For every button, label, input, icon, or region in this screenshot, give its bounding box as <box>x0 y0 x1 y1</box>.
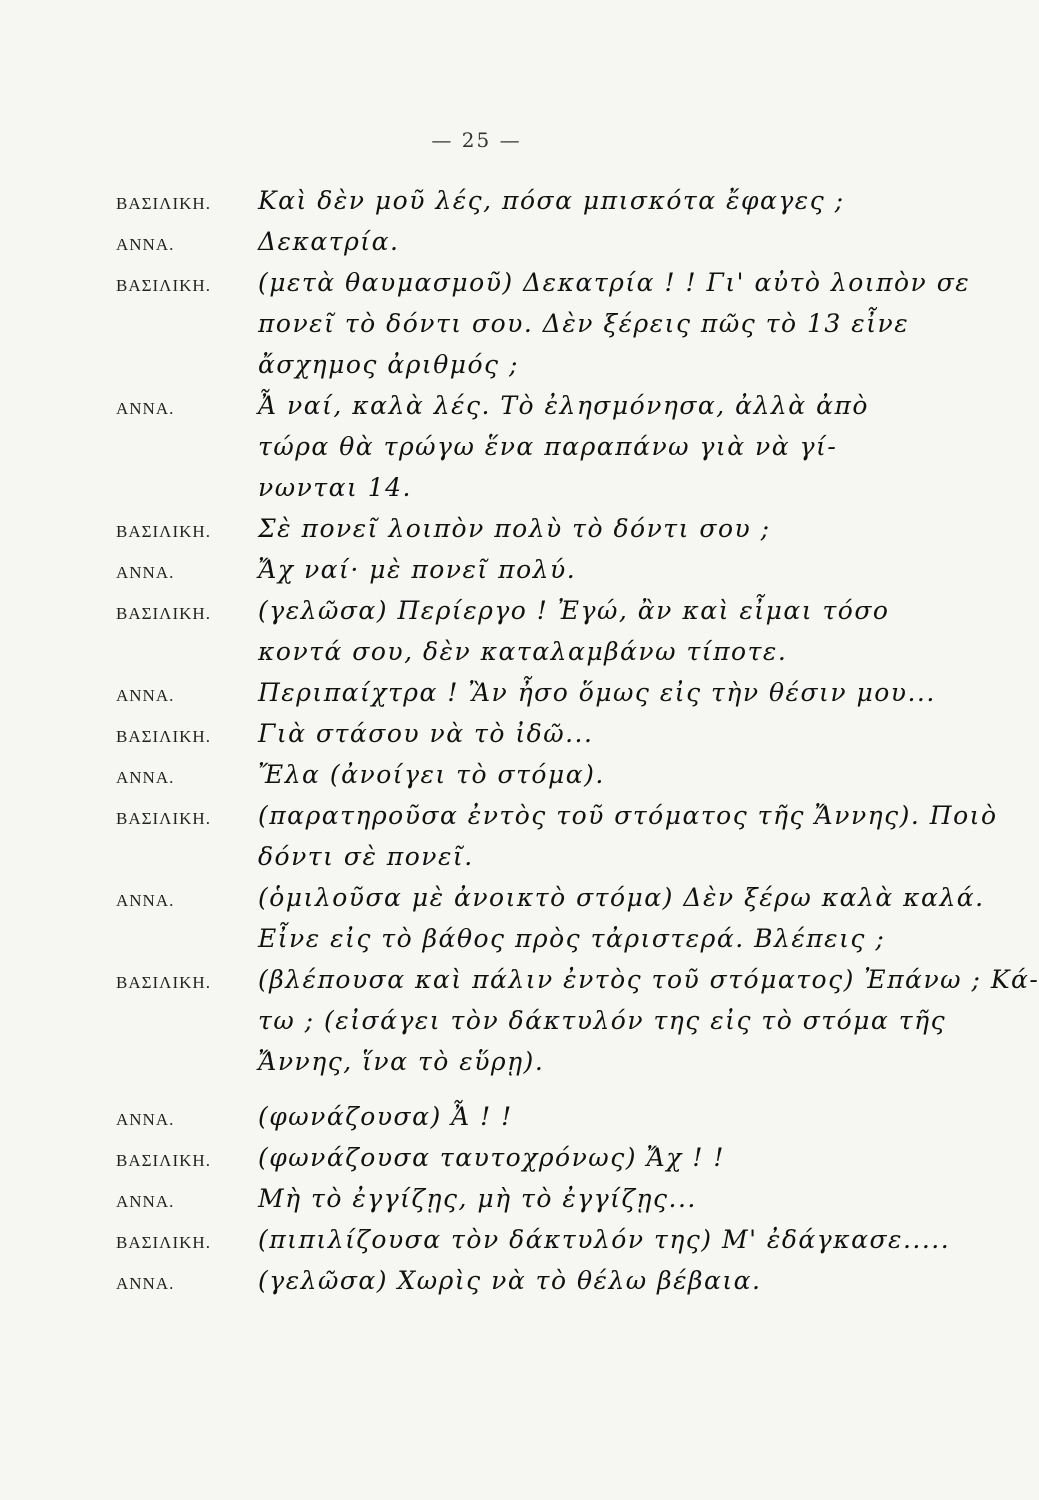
dialogue-line <box>116 467 906 508</box>
dialogue-line <box>116 959 1039 1000</box>
line-text: Δεκατρία. <box>258 227 400 256</box>
dialogue-line <box>116 1178 906 1219</box>
speaker-label: ΑΝΝΑ. <box>116 1274 175 1293</box>
line-text: πονεῖ τὸ δόντι σου. Δὲν ξέρεις πῶς τὸ 13 εἶνε <box>258 309 910 338</box>
line-text: τω ; (εἰσάγει τὸν δάκτυλόν της εἰς τὸ στόμα τῆς <box>258 1006 947 1035</box>
line-text: (ὁμιλοῦσα μὲ ἀνοικτὸ στόμα) Δὲν ξέρω καλὰ καλά. <box>258 883 985 912</box>
dialogue-line <box>116 1000 947 1041</box>
line-text: Καὶ δὲν μοῦ λές, πόσα μπισκότα ἔφαγες ; <box>258 186 845 215</box>
speaker-label: ΒΑΣΙΛΙΚΗ. <box>116 973 211 992</box>
speaker-label: ΑΝΝΑ. <box>116 563 175 582</box>
line-text: Σὲ πονεῖ λοιπὸν πολὺ τὸ δόντι σου ; <box>258 514 771 543</box>
speaker-label: ΑΝΝΑ. <box>116 768 175 787</box>
line-text: (παρατηροῦσα ἐντὸς τοῦ στόματος τῆς Ἄννης). Ποιὸ <box>258 801 998 830</box>
speaker-label: ΒΑΣΙΛΙΚΗ. <box>116 194 211 213</box>
dialogue-line <box>116 549 906 590</box>
line-text: (βλέπουσα καὶ πάλιν ἐντὸς τοῦ στόματος) Ἐπάνω ; Κά- <box>258 965 1039 994</box>
line-text: κοντά σου, δὲν καταλαμβάνω τίποτε. <box>258 637 788 666</box>
line-text: (φωνάζουσα) Ἆ ! ! <box>258 1102 513 1131</box>
dialogue-line <box>116 180 906 221</box>
dialogue-line <box>116 836 906 877</box>
speaker-label: ΒΑΣΙΛΙΚΗ. <box>116 522 211 541</box>
dialogue-line <box>116 1041 906 1082</box>
speaker-label: ΑΝΝΑ. <box>116 1192 175 1211</box>
line-text: Γιὰ στάσου νὰ τὸ ἰδῶ... <box>258 719 594 748</box>
speaker-label: ΑΝΝΑ. <box>116 1110 175 1129</box>
line-text: (μετὰ θαυμασμοῦ) Δεκατρία ! ! Γι' αὐτὸ λοιπὸν σε <box>258 268 971 297</box>
dialogue-line <box>116 631 906 672</box>
dialogue-line <box>116 221 906 262</box>
speaker-label: ΒΑΣΙΛΙΚΗ. <box>116 1233 211 1252</box>
line-text: Ἄχ ναί· μὲ πονεῖ πολύ. <box>258 555 577 584</box>
dialogue-line <box>116 795 998 836</box>
line-text: (γελῶσα) Χωρὶς νὰ τὸ θέλω βέβαια. <box>258 1266 762 1295</box>
speaker-label: ΒΑΣΙΛΙΚΗ. <box>116 604 211 623</box>
line-text: Εἶνε εἰς τὸ βάθος πρὸς τἀριστερά. Βλέπεις ; <box>258 924 886 953</box>
dialogue-line <box>116 385 906 426</box>
line-gap <box>116 1082 906 1096</box>
dialogue-line <box>116 918 906 959</box>
dialogue-line <box>116 1219 951 1260</box>
dialogue-block <box>116 180 1039 1301</box>
speaker-label: ΑΝΝΑ. <box>116 686 175 705</box>
dialogue-line <box>116 262 971 303</box>
dialogue-line <box>116 1096 906 1137</box>
dialogue-line <box>116 303 910 344</box>
line-text: Περιπαίχτρα ! Ἂν ἦσο ὅμως εἰς τὴν θέσιν μου... <box>258 678 936 707</box>
line-text: (φωνάζουσα ταυτοχρόνως) Ἄχ ! ! <box>258 1143 725 1172</box>
speaker-label: ΑΝΝΑ. <box>116 235 175 254</box>
line-text: δόντι σὲ πονεῖ. <box>258 842 474 871</box>
speaker-label: ΒΑΣΙΛΙΚΗ. <box>116 276 211 295</box>
dialogue-line <box>116 508 906 549</box>
line-text: (γελῶσα) Περίεργο ! Ἐγώ, ἂν καὶ εἶμαι τόσο <box>258 596 890 625</box>
line-text: (πιπιλίζουσα τὸν δάκτυλόν της) Μ' ἐδάγκασε..... <box>258 1225 951 1254</box>
dialogue-line <box>116 713 906 754</box>
line-text: Μὴ τὸ ἐγγίζῃς, μὴ τὸ ἐγγίζῃς... <box>258 1184 697 1213</box>
speaker-label: ΒΑΣΙΛΙΚΗ. <box>116 1151 211 1170</box>
speaker-label: ΑΝΝΑ. <box>116 399 175 418</box>
line-text: τώρα θὰ τρώγω ἕνα παραπάνω γιὰ νὰ γί- <box>258 432 838 461</box>
speaker-label: ΒΑΣΙΛΙΚΗ. <box>116 727 211 746</box>
dialogue-line <box>116 590 906 631</box>
dialogue-line <box>116 754 906 795</box>
line-text: Ἆ ναί, καλὰ λές. Τὸ ἐλησμόνησα, ἀλλὰ ἀπὸ <box>258 391 869 420</box>
line-text: ἄσχημος ἀριθμός ; <box>258 350 519 379</box>
dialogue-line <box>116 1260 906 1301</box>
speaker-label: ΑΝΝΑ. <box>116 891 175 910</box>
line-text: νωνται 14. <box>258 473 413 502</box>
dialogue-line <box>116 344 906 385</box>
line-text: Ἄννης, ἵνα τὸ εὕρῃ). <box>258 1047 545 1076</box>
page-number: — 25 — <box>431 128 522 152</box>
dialogue-line <box>116 672 936 713</box>
line-text: Ἔλα (ἀνοίγει τὸ στόμα). <box>258 760 605 789</box>
speaker-label: ΒΑΣΙΛΙΚΗ. <box>116 809 211 828</box>
dialogue-line <box>116 877 985 918</box>
dialogue-line <box>116 1137 906 1178</box>
dialogue-line <box>116 426 906 467</box>
